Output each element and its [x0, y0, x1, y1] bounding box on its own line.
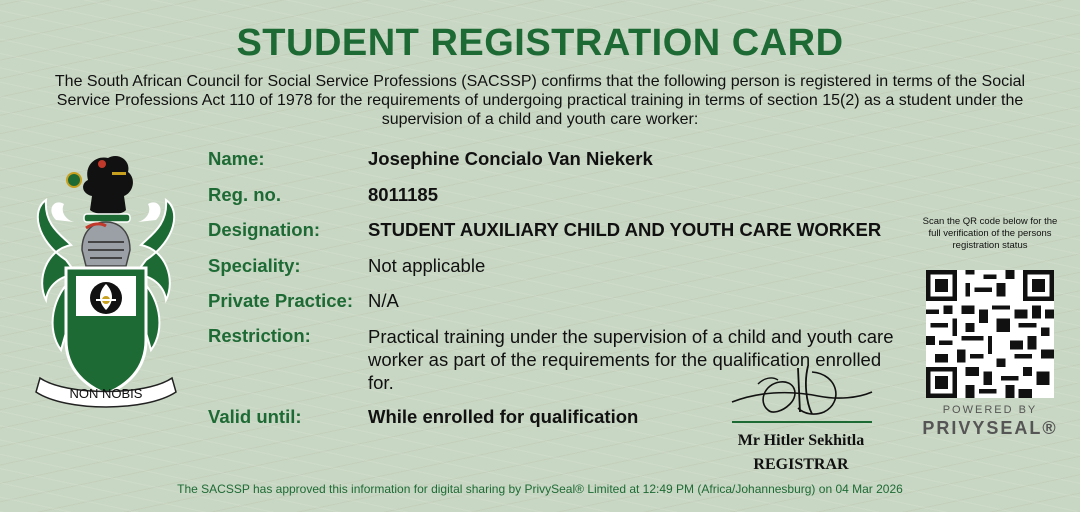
qr-instructions: Scan the QR code below for the full verification of the persons registration status: [922, 216, 1058, 251]
signature-line: [732, 421, 872, 423]
field-label: Designation:: [208, 219, 321, 240]
crest-motto: NON NOBIS: [69, 386, 143, 401]
field-label: Reg. no.: [208, 184, 281, 205]
field-value: STUDENT AUXILIARY CHILD AND YOUTH CARE WORKER: [368, 219, 882, 240]
intro-text: The South African Council for Social Service Professions (SACSSP) confirms that the following person is registered in terms of the Social Service Professions Act 110 of 1978 for the requirements of undergoing practical training in terms of section 15(2) as a student under the supervision of a child and youth care worker:: [54, 73, 1026, 128]
powered-by-label: POWERED BY: [942, 404, 1038, 416]
field-value: While enrolled for qualification: [368, 406, 639, 427]
field-value: N/A: [368, 290, 399, 311]
field-value: Practical training under the supervision of a child and youth care worker as part of the requirements for the qualification enrolled for.: [368, 326, 894, 393]
qr-code-icon[interactable]: [926, 270, 1054, 398]
field-label: Restriction:: [208, 325, 311, 346]
registrar-signature-icon: [728, 362, 876, 424]
field-label: Private Practice:: [208, 290, 354, 311]
registrar-name: Mr Hitler Sekhitla: [737, 432, 865, 449]
field-value: Josephine Concialo Van Niekerk: [368, 148, 653, 169]
field-label: Name:: [208, 148, 265, 169]
card-title: STUDENT REGISTRATION CARD: [236, 22, 844, 64]
field-value: 8011185: [368, 184, 438, 205]
coat-of-arms-icon: [26, 150, 186, 410]
footer-note: The SACSSP has approved this information for digital sharing by PrivySeal® Limited at 12:49 PM (Africa/Johannesburg) on 04 Mar 2026: [177, 482, 903, 496]
registrar-title: REGISTRAR: [753, 456, 849, 473]
field-label: Speciality:: [208, 255, 301, 276]
field-value: Not applicable: [368, 255, 486, 276]
field-label: Valid until:: [208, 406, 302, 427]
privyseal-logo: PRIVYSEAL®: [922, 418, 1058, 438]
